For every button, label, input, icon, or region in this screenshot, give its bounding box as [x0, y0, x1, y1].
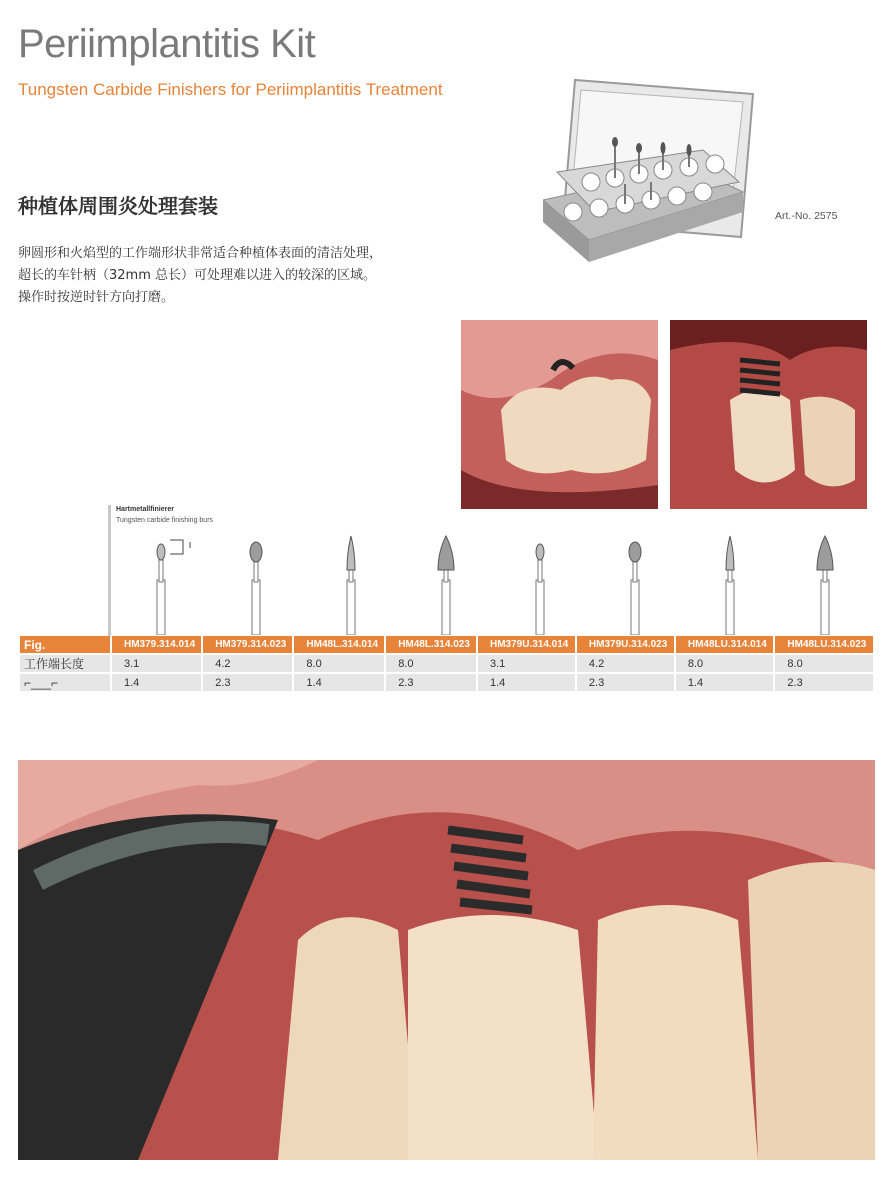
working-length-value: 4.2 [577, 655, 674, 672]
length-indicator-icon [170, 540, 190, 554]
diameter-value: 1.4 [112, 674, 201, 691]
product-code: HM379.314.023 [203, 636, 292, 653]
product-code: HM379U.314.014 [478, 636, 575, 653]
spec-table [18, 634, 875, 693]
page-subtitle: Tungsten Carbide Finishers for Periimplantitis Treatment [18, 80, 443, 99]
bur-caption-english: Tungsten carbide finishing burs [116, 517, 214, 524]
working-length-value: 3.1 [478, 655, 575, 672]
working-length-value: 8.0 [676, 655, 774, 672]
bur-drawing-4 [438, 536, 454, 635]
intro-line: 操作时按逆时针方向打磨。 [18, 290, 175, 305]
bur-drawing-1 [157, 544, 165, 635]
working-length-value: 8.0 [775, 655, 873, 672]
diameter-value: 1.4 [676, 674, 774, 691]
diameter-value: 2.3 [577, 674, 674, 691]
diameter-value: 2.3 [386, 674, 476, 691]
product-code: HM379.314.014 [112, 636, 201, 653]
clinical-photo-implant [670, 320, 867, 509]
working-length-label: 工作端长度 [20, 655, 110, 672]
section-heading-cn: 种植体周围炎处理套装 [18, 194, 218, 218]
working-length-value: 8.0 [386, 655, 476, 672]
table-row-diameter [20, 674, 873, 691]
table-header-row [20, 636, 873, 653]
bur-drawing-8 [817, 536, 833, 635]
bur-drawing-3 [347, 536, 355, 635]
working-length-value: 8.0 [294, 655, 384, 672]
product-code: HM48LU.314.014 [676, 636, 774, 653]
intro-paragraph [18, 243, 382, 309]
table-row-working-length [20, 655, 873, 672]
product-code: HM379U.314.023 [577, 636, 674, 653]
diameter-value: 1.4 [294, 674, 384, 691]
clinical-photo-main [18, 760, 875, 1160]
bur-drawing-5 [536, 544, 544, 635]
article-number: Art.-No. 2575 [775, 210, 838, 222]
bur-caption-german: Hartmetallfinierer [116, 506, 174, 513]
product-code: HM48L.314.023 [386, 636, 476, 653]
intro-line: 卵圆形和火焰型的工作端形状非常适合种植体表面的清洁处理， [18, 246, 383, 261]
page-title: Periimplantitis Kit [18, 22, 316, 66]
bur-drawing-6 [629, 542, 641, 635]
working-length-value: 3.1 [112, 655, 201, 672]
diameter-value: 2.3 [203, 674, 292, 691]
diameter-icon: ⌐___⌐ [20, 674, 110, 691]
product-code: HM48LU.314.023 [775, 636, 873, 653]
product-code: HM48L.314.014 [294, 636, 384, 653]
clinical-photo-before [461, 320, 658, 509]
bur-drawing-2 [250, 542, 262, 635]
diameter-value: 2.3 [775, 674, 873, 691]
kit-photo [543, 72, 768, 270]
fig-label: Fig. [20, 636, 110, 653]
intro-line: 超长的车针柄（32mm 总长）可处理难以进入的较深的区域。 [18, 268, 377, 283]
bur-drawing-7 [726, 536, 734, 635]
diameter-value: 1.4 [478, 674, 575, 691]
bur-illustrations [108, 530, 876, 635]
working-length-value: 4.2 [203, 655, 292, 672]
